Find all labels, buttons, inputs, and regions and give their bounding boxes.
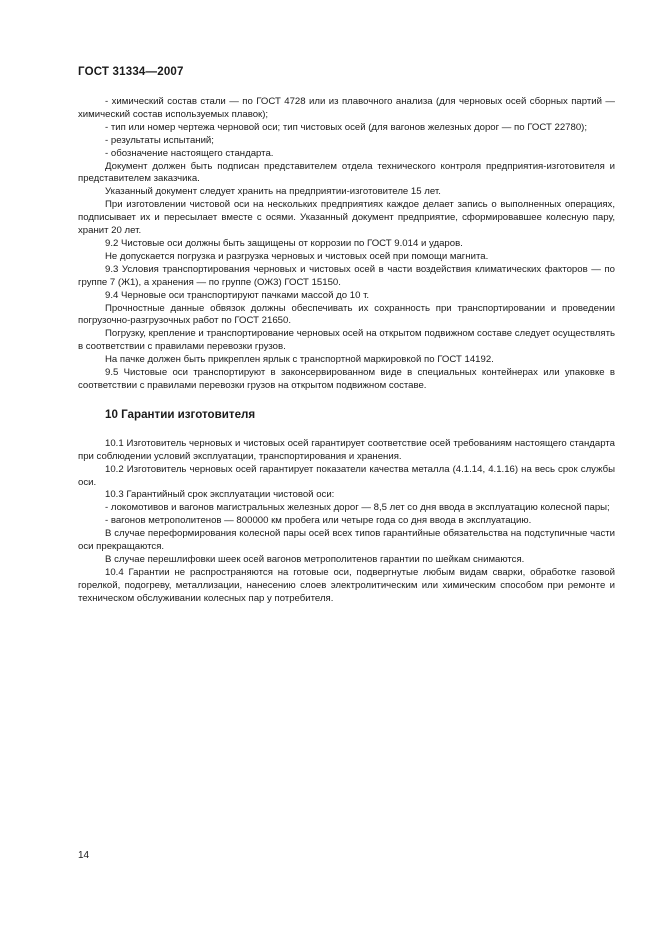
list-item: - тип или номер чертежа черновой оси; тип чистовых осей (для вагонов железных дорог — по ГОСТ 22780); — [105, 121, 588, 133]
clause-10-4: 10.4 Гарантии не распространяются на готовые оси, подвергнутые любым видам сварки, обработке газовой горелкой, подогреву, металлизации, нанесению слоев электролитическим или химическим способом при ремонте и техническом обслуживании колесных пар у потребителя. — [78, 566, 615, 604]
paragraph: Не допускается погрузка и разгрузка черновых и чистовых осей при помощи магнита. — [105, 250, 489, 262]
page-number: 14 — [78, 850, 90, 861]
list-item: - вагонов метрополитенов — 800000 км пробега или четыре года со дня ввода в эксплуатацию. — [105, 515, 532, 527]
clause-9-3: 9.3 Условия транспортирования черновых и чистовых осей в части воздействия климатических факторов — по группе 7 (Ж1), а хранения — по группе (ОЖ3) ГОСТ 15150. — [78, 263, 615, 288]
clause-10-2: 10.2 Изготовитель черновых осей гарантирует показатели качества металла (4.1.14, 4.1.16) на весь срок службы оси. — [78, 463, 615, 488]
clause-9-2: 9.2 Чистовые оси должны быть защищены от коррозии по ГОСТ 9.014 и ударов. — [105, 237, 463, 249]
list-item: - химический состав стали — по ГОСТ 4728 или из плавочного анализа (для черновых осей сборных партий — химический состав используемых плавок); — [78, 96, 615, 120]
paragraph: В случае переформирования колесной пары осей всех типов гарантийные обязательства на подступичные части оси прекращаются. — [78, 528, 615, 553]
document-header: ГОСТ 31334—2007 — [78, 66, 184, 78]
paragraph: При изготовлении чистовой оси на нескольких предприятиях каждое делает запись о выполненных операциях, подписывает их и пересылает вместе с осями. Указанный документ предприятие, сформировавшее колесную пару, хранит 20 лет. — [78, 199, 615, 237]
paragraph: Прочностные данные обвязок должны обеспечивать их сохранность при транспортировании и проведении погрузочно-разгрузочных работ по ГОСТ 21650. — [78, 302, 615, 327]
list-item: - результаты испытаний; — [105, 134, 214, 146]
clause-10-3: 10.3 Гарантийный срок эксплуатации чистовой оси: — [105, 489, 335, 501]
clause-9-4: 9.4 Черновые оси транспортируют пачками массой до 10 т. — [105, 289, 370, 301]
list-item: - локомотивов и вагонов магистральных железных дорог — 8,5 лет со дня ввода в эксплуатацию колесной пары; — [105, 502, 610, 514]
paragraph: В случае перешлифовки шеек осей вагонов метрополитенов гарантии по шейкам снимаются. — [105, 554, 525, 565]
section-title: 10 Гарантии изготовителя — [105, 407, 256, 421]
document-body — [78, 96, 615, 606]
paragraph: На пачке должен быть прикреплен ярлык с транспортной маркировкой по ГОСТ 14192. — [105, 354, 494, 366]
paragraph: Указанный документ следует хранить на предприятии-изготовителе 15 лет. — [105, 186, 441, 198]
clause-9-5: 9.5 Чистовые оси транспортируют в законсервированном виде в специальных контейнерах или упаковке в соответствии с правилами перевозки грузов на открытом подвижном составе. — [78, 367, 615, 391]
list-item: - обозначение настоящего стандарта. — [105, 147, 274, 159]
paragraph: Документ должен быть подписан представителем отдела технического контроля предприятия-изготовителя и представителем заказчика. — [78, 160, 615, 185]
clause-10-1: 10.1 Изготовитель черновых и чистовых осей гарантирует соответствие осей требованиям настоящего стандарта при соблюдении условий эксплуатации, транспортирования и хранения. — [78, 437, 615, 462]
paragraph: Погрузку, крепление и транспортирование черновых осей на открытом подвижном составе следует осуществлять в соответствии с правилами перевозки грузов. — [78, 328, 615, 353]
